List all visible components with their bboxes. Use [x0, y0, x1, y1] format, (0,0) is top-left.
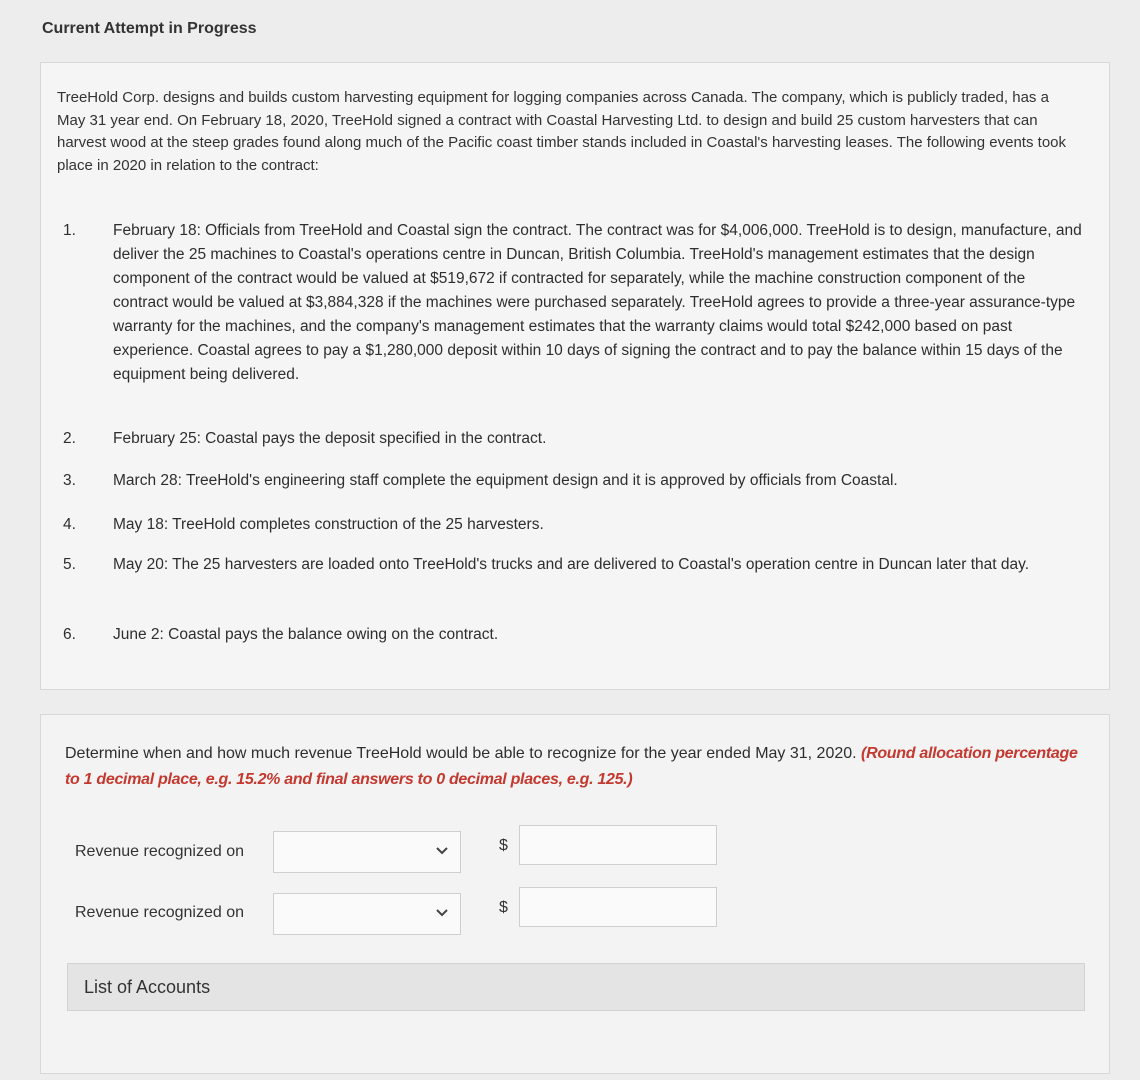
answer-panel — [40, 714, 1110, 1074]
event-text: February 18: Officials from TreeHold and Coastal sign the contract. The contract was for $4,006,000. TreeHold is to design, manufacture, and deliver the 25 machines to Coastal's operations centre in Duncan, British Columbia. TreeHold's management estimates that the design component of the contract would be valued at $519,672 if contracted for separately, while the machine construction component of the contract would be valued at $3,884,328 if the machines were purchased separately. TreeHold agrees to provide a three-year assurance-type warranty for the machines, and the company's management estimates that the warranty claims would total $242,000 based on past experience. Coastal agrees to pay a $1,280,000 deposit within 10 days of signing the contract and to pay the balance within 15 days of the equipment being delivered. — [113, 222, 1082, 383]
event-text: March 28: TreeHold's engineering staff complete the equipment design and it is approved by officials from Coastal. — [113, 472, 898, 489]
date-select[interactable] — [273, 893, 461, 935]
rounding-instruction: (Round allocation percentage to 1 decimal place, e.g. 15.2% and final answers to 0 decimal places, e.g. 125.) — [65, 745, 1078, 788]
event-number: 4. — [63, 516, 76, 533]
event-list — [41, 63, 1109, 689]
event-text: June 2: Coastal pays the balance owing on the contract. — [113, 626, 499, 643]
event-number: 2. — [63, 430, 76, 447]
question-intro: TreeHold Corp. designs and builds custom harvesting equipment for logging companies across Canada. The company, which is publicly traded, has a May 31 year end. On February 18, 2020, TreeHold signed a contract with Coastal Harvesting Ltd. to design and build 25 custom harvesters that can harvest wood at the steep grades found along much of the Pacific coast timber stands included in Coastal's harvesting leases. The following events took place in 2020 in relation to the contract: — [57, 89, 1066, 174]
question-panel — [40, 62, 1110, 690]
amount-input[interactable] — [519, 887, 717, 927]
list-of-accounts-label: List of Accounts — [84, 977, 211, 997]
date-select[interactable] — [273, 831, 461, 873]
event-number: 5. — [63, 556, 76, 573]
chevron-down-icon — [436, 905, 448, 922]
chevron-down-icon — [436, 843, 448, 860]
event-number: 3. — [63, 472, 76, 489]
event-number: 6. — [63, 626, 76, 643]
attempt-header: Current Attempt in Progress — [42, 20, 257, 37]
currency-symbol: $ — [499, 837, 508, 854]
event-number: 1. — [63, 222, 76, 239]
amount-input[interactable] — [519, 825, 717, 865]
revenue-row-label: Revenue recognized on — [75, 843, 245, 860]
prompt-text: Determine when and how much revenue TreeHold would be able to recognize for the year ended May 31, 2020. — [65, 745, 857, 762]
list-of-accounts-button[interactable] — [67, 963, 1085, 1011]
revenue-row-label: Revenue recognized on — [75, 904, 245, 921]
currency-symbol: $ — [499, 899, 508, 916]
event-text: February 25: Coastal pays the deposit specified in the contract. — [113, 430, 547, 447]
answer-prompt — [65, 741, 1085, 793]
event-text: May 20: The 25 harvesters are loaded onto TreeHold's trucks and are delivered to Coastal's operation centre in Duncan later that day. — [113, 556, 1030, 573]
event-text: May 18: TreeHold completes construction of the 25 harvesters. — [113, 516, 544, 533]
